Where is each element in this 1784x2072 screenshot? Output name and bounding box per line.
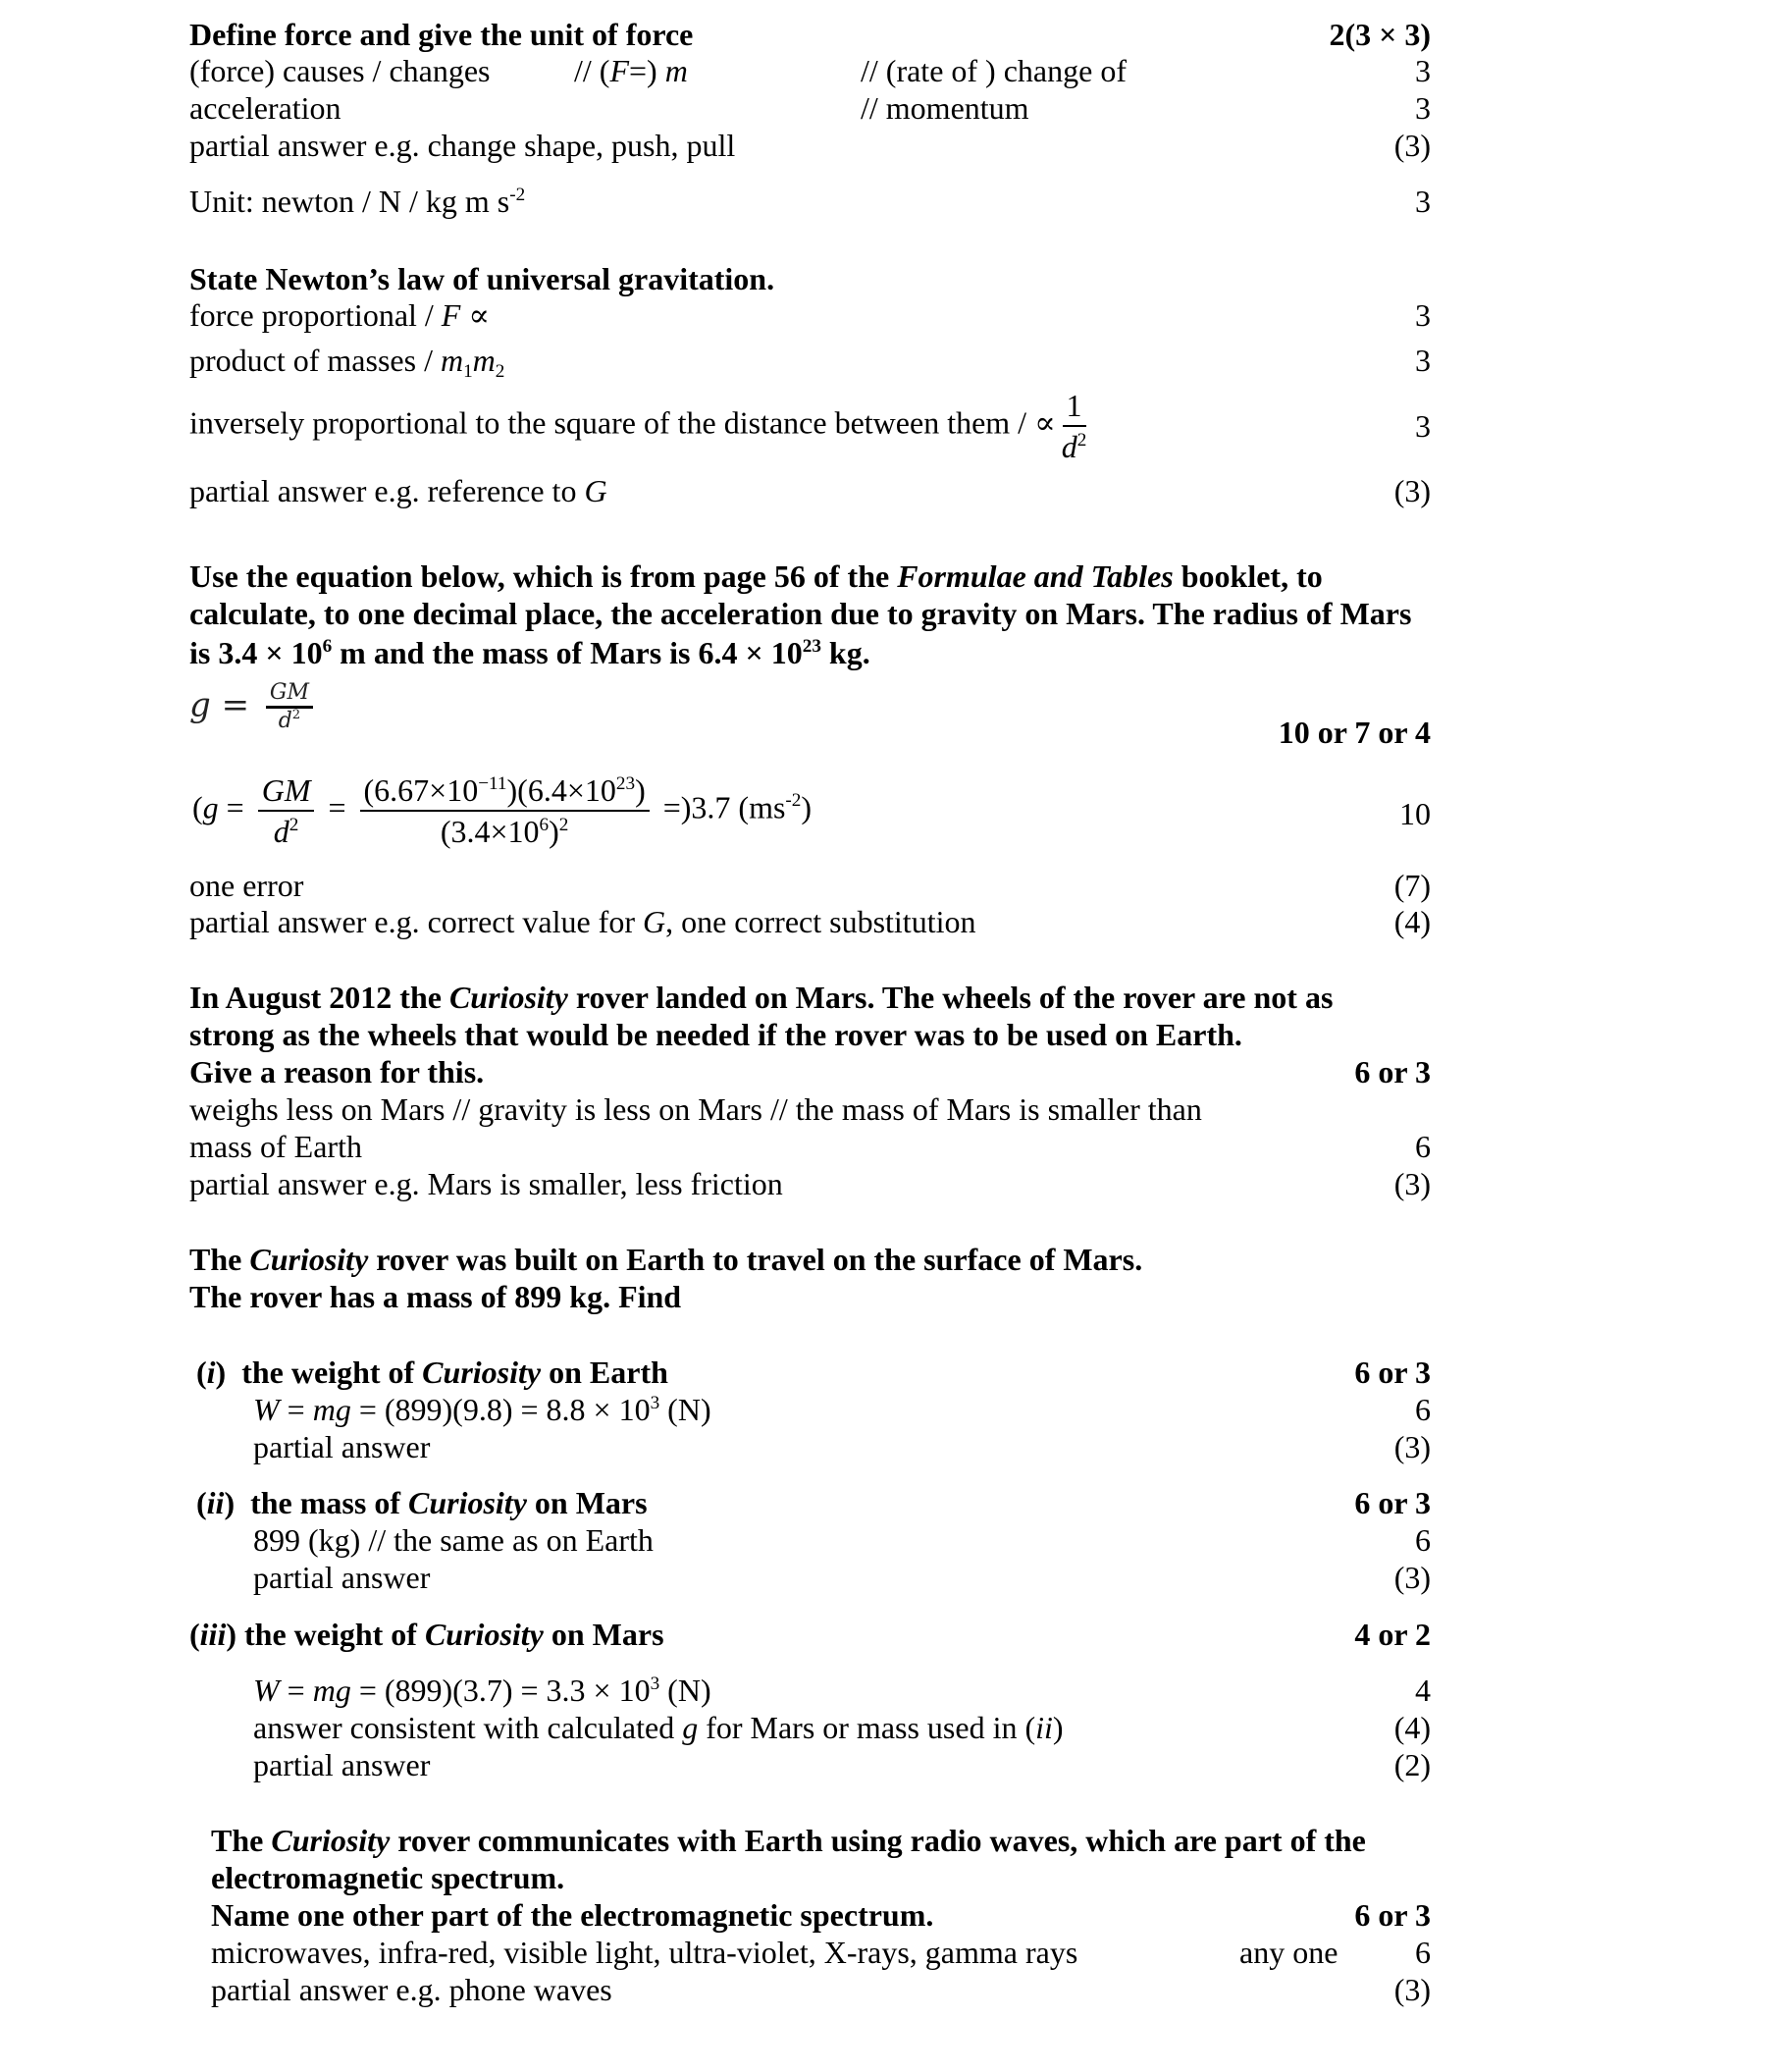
- text: =: [320, 789, 354, 825]
- q5-part-i-partial-mark: (3): [1393, 1429, 1431, 1464]
- rover-name: Curiosity: [407, 1485, 527, 1520]
- text: force proportional /: [189, 297, 442, 333]
- q4-prompt-line3: Give a reason for this.: [189, 1054, 485, 1089]
- numerator: GM: [258, 770, 315, 812]
- text: )(6.4×10: [506, 772, 616, 808]
- text: booklet, to: [1173, 558, 1323, 594]
- text: The: [211, 1823, 272, 1858]
- q5-part-iii-partial-mark: (2): [1393, 1747, 1431, 1782]
- numerator: 1: [1063, 386, 1086, 427]
- numerator: GM: [266, 680, 313, 709]
- gm-over-d2: [258, 770, 315, 851]
- subscript: 2: [495, 360, 505, 382]
- text: m and the mass of Mars is 6.4 × 10: [332, 635, 803, 670]
- q5-part-i-answer-mark: 6: [1415, 1392, 1431, 1427]
- q5-part-iii-marks: 4 or 2: [1354, 1617, 1431, 1652]
- q3-prompt-line2: calculate, to one decimal place, the acceleration due to gravity on Mars. The radius of Mars: [189, 596, 1412, 631]
- text: inversely proportional to the square of the distance between them /: [189, 404, 1035, 441]
- superscript: 3: [650, 1392, 660, 1413]
- q2-row1-mark: 3: [1415, 297, 1431, 333]
- text: the mass of: [250, 1485, 408, 1520]
- q1-unit-mark: 3: [1415, 184, 1431, 219]
- superscript: −11: [478, 772, 507, 794]
- denominator: [1062, 427, 1087, 466]
- superscript: 6: [322, 635, 333, 657]
- var-mg: mg: [312, 1392, 351, 1427]
- text: Unit: newton / N / kg m s: [189, 184, 510, 219]
- q4-answer-line2: mass of Earth: [189, 1129, 362, 1164]
- q4-partial-mark: (3): [1393, 1166, 1431, 1201]
- var-m1: m: [440, 343, 464, 378]
- q3-error: one error: [189, 868, 304, 903]
- text: =: [218, 789, 252, 825]
- superscript: 2: [558, 814, 569, 835]
- q5-part-iii-consistent-mark: (4): [1393, 1710, 1431, 1745]
- q5-part-ii-marks: 6 or 3: [1354, 1485, 1431, 1520]
- q6-partial-mark: (3): [1393, 1972, 1431, 2007]
- text: the weight of: [236, 1617, 425, 1652]
- text: rover communicates with Earth using radio waves, which are part of the: [390, 1823, 1366, 1858]
- denominator: [441, 812, 569, 851]
- text: the weight of: [241, 1355, 423, 1390]
- booklet-title: Formulae and Tables: [897, 558, 1174, 594]
- text: =: [279, 1673, 313, 1708]
- text: on Earth: [541, 1355, 668, 1390]
- var-m: m: [664, 53, 688, 88]
- q5-part-iii-answer-mark: 4: [1415, 1673, 1431, 1708]
- text: partial answer e.g. reference to: [189, 473, 585, 508]
- text: product of masses /: [189, 343, 441, 378]
- q5-part-i-marks: 6 or 3: [1354, 1355, 1431, 1390]
- rover-name: Curiosity: [249, 1242, 369, 1277]
- superscript: 3: [650, 1673, 660, 1694]
- proportional-symbol: ∝: [460, 297, 490, 333]
- text: for Mars or mass used in (: [698, 1710, 1036, 1745]
- q1-prompt-marks: 2(3 × 3): [1329, 17, 1431, 52]
- var-w: W: [253, 1673, 280, 1708]
- rover-name: Curiosity: [424, 1617, 544, 1652]
- var-g: g: [682, 1710, 699, 1745]
- q1-row2-a: acceleration: [189, 90, 341, 126]
- text: answer consistent with calculated: [253, 1710, 683, 1745]
- q6-any-one: any one: [1239, 1935, 1338, 1970]
- text: = (899)(3.7) = 3.3 × 10: [350, 1673, 651, 1708]
- q4-prompt-line1: [189, 979, 1333, 1016]
- q5-part-ii-answer: 899 (kg) // the same as on Earth: [253, 1522, 654, 1558]
- var-d: d: [278, 709, 292, 733]
- subscript: 1: [463, 360, 473, 382]
- var-mg: mg: [312, 1673, 351, 1708]
- text: =)3.7 (ms: [655, 789, 786, 825]
- q5-part-ii-answer-mark: 6: [1415, 1522, 1431, 1558]
- q1-prompt: Define force and give the unit of force: [189, 17, 694, 52]
- var-f: F: [441, 297, 461, 333]
- inverse-square-fraction: [1062, 386, 1087, 466]
- denominator: [279, 709, 300, 734]
- q2-prompt: State Newton’s law of universal gravitation.: [189, 261, 775, 296]
- q6-prompt-line2: electromagnetic spectrum.: [211, 1860, 565, 1895]
- q3-prompt-marks: 10 or 7 or 4: [1278, 715, 1431, 750]
- text: = (899)(9.8) = 8.8 × 10: [350, 1392, 651, 1427]
- q3-formula-image: [189, 680, 319, 734]
- q4-prompt-marks: 6 or 3: [1354, 1054, 1431, 1089]
- q6-prompt-line3: Name one other part of the electromagnetic spectrum.: [211, 1897, 934, 1933]
- text: In August 2012 the: [189, 980, 449, 1015]
- q3-working: [192, 770, 812, 851]
- q2-row1: [189, 296, 490, 334]
- text: rover landed on Mars. The wheels of the rover are not as: [567, 980, 1334, 1015]
- q1-row1-a: (force) causes / changes: [189, 53, 491, 88]
- q1-unit: [189, 183, 525, 220]
- q5-part-iii-consistent: [253, 1709, 1064, 1746]
- superscript: 2: [291, 708, 301, 723]
- text: // (: [574, 53, 610, 88]
- numerator: [360, 770, 650, 812]
- q2-row2: [189, 342, 505, 382]
- text: Use the equation below, which is from page 56 of the: [189, 558, 898, 594]
- var-m2: m: [472, 343, 496, 378]
- q2-partial: [189, 472, 607, 509]
- var-g: G: [584, 473, 607, 508]
- q4-partial: partial answer e.g. Mars is smaller, less friction: [189, 1166, 783, 1201]
- q3-prompt-line1: [189, 558, 1323, 595]
- superscript: -2: [509, 184, 526, 205]
- q6-prompt-marks: 6 or 3: [1354, 1897, 1431, 1933]
- text: (6.67×10: [363, 772, 479, 808]
- text: (N): [659, 1392, 711, 1427]
- formula-fraction: [266, 680, 313, 734]
- q3-error-mark: (7): [1393, 868, 1431, 903]
- q6-partial: partial answer e.g. phone waves: [211, 1972, 612, 2007]
- q6-prompt-line1: [211, 1822, 1366, 1859]
- q2-row3: [189, 386, 1092, 466]
- q5-part-iii-partial: partial answer: [253, 1747, 431, 1782]
- q6-answer-mark: 6: [1415, 1935, 1431, 1970]
- q3-working-mark: 10: [1399, 796, 1431, 831]
- q6-answer: microwaves, infra-red, visible light, ultra-violet, X-rays, gamma rays: [211, 1935, 1078, 1970]
- q1-row1-mark: 3: [1415, 53, 1431, 88]
- var-f: F: [609, 53, 629, 88]
- q5-part-i-partial: partial answer: [253, 1429, 431, 1464]
- text: ): [801, 789, 813, 825]
- q5-part-iii-title: (iii) the weight of Curiosity on Mars: [189, 1617, 664, 1652]
- text: , one correct substitution: [665, 904, 976, 939]
- q5-part-ii-partial: partial answer: [253, 1560, 431, 1595]
- var-d: d: [273, 814, 289, 849]
- q1-partial-mark: (3): [1393, 128, 1431, 163]
- var-g: G: [642, 904, 666, 939]
- text: partial answer e.g. correct value for: [189, 904, 643, 939]
- text: The: [189, 1242, 250, 1277]
- superscript: 23: [615, 772, 636, 794]
- q5-part-iii-answer: [253, 1672, 711, 1709]
- text: (: [192, 789, 203, 825]
- q3-partial-mark: (4): [1393, 904, 1431, 939]
- var-g: g: [189, 685, 211, 725]
- text: (N): [659, 1673, 711, 1708]
- superscript: -2: [785, 789, 802, 811]
- q1-row1-b: [574, 52, 688, 89]
- q4-prompt-line2: strong as the wheels that would be needed if the rover was to be used on Earth.: [189, 1017, 1242, 1052]
- var-d: d: [1061, 429, 1077, 464]
- text: kg.: [820, 635, 870, 670]
- superscript: 2: [1076, 429, 1087, 451]
- text: rover was built on Earth to travel on the surface of Mars.: [368, 1242, 1143, 1277]
- q5-part-ii-partial-mark: (3): [1393, 1560, 1431, 1595]
- superscript: 6: [539, 814, 550, 835]
- q1-row1-c: // (rate of ) change of: [861, 53, 1127, 88]
- text: =: [210, 685, 260, 725]
- part-label: i: [206, 1355, 216, 1390]
- superscript: 23: [802, 635, 821, 657]
- text: ): [549, 814, 559, 849]
- q3-prompt-line3: [189, 634, 870, 671]
- part-label: ii: [206, 1485, 225, 1520]
- text: on Mars: [543, 1617, 664, 1652]
- q5-part-i-title: (i) the weight of Curiosity on Earth: [196, 1355, 668, 1390]
- rover-name: Curiosity: [448, 980, 568, 1015]
- rover-name: Curiosity: [422, 1355, 542, 1390]
- q5-part-ii-title: (ii) the mass of Curiosity on Mars: [196, 1485, 648, 1520]
- rover-name: Curiosity: [271, 1823, 391, 1858]
- q2-partial-mark: (3): [1393, 473, 1431, 508]
- text: ): [1052, 1710, 1064, 1745]
- proportional-symbol: ∝: [1034, 404, 1056, 441]
- q5-prompt-line1: [189, 1241, 1142, 1278]
- text: is 3.4 × 10: [189, 635, 323, 670]
- q1-partial: partial answer e.g. change shape, push, pull: [189, 128, 736, 163]
- part-ref: ii: [1035, 1710, 1053, 1745]
- q2-row2-mark: 3: [1415, 343, 1431, 378]
- superscript: 2: [289, 814, 299, 835]
- var-w: W: [253, 1392, 280, 1427]
- q1-row2-c: // momentum: [861, 90, 1029, 126]
- text: =): [628, 53, 665, 88]
- denominator: [274, 812, 299, 851]
- text: on Mars: [526, 1485, 648, 1520]
- q4-answer-mark: 6: [1415, 1129, 1431, 1164]
- q5-prompt-line2: The rover has a mass of 899 kg. Find: [189, 1279, 682, 1314]
- text: (3.4×10: [440, 814, 540, 849]
- text: =: [279, 1392, 313, 1427]
- substitution-fraction: [360, 770, 650, 851]
- q1-row2-mark: 3: [1415, 90, 1431, 126]
- var-g: g: [202, 789, 219, 825]
- part-label: iii: [199, 1617, 227, 1652]
- text: ): [635, 772, 646, 808]
- q5-part-i-answer: [253, 1391, 711, 1428]
- q2-row3-mark: 3: [1415, 408, 1431, 444]
- q4-answer-line1: weighs less on Mars // gravity is less on Mars // the mass of Mars is smaller than: [189, 1091, 1202, 1127]
- q3-partial: [189, 903, 975, 940]
